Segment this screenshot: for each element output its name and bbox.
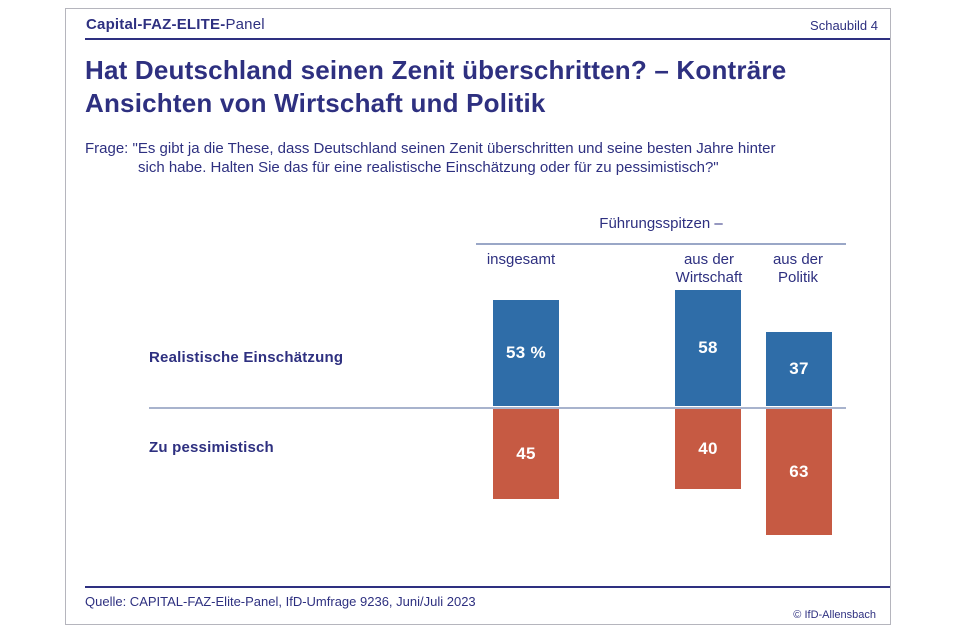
slide-frame: [65, 8, 891, 625]
source-note: Quelle: CAPITAL-FAZ-Elite-Panel, IfD-Umfrage 9236, Juni/Juli 2023: [85, 594, 476, 609]
series-label-realistische-einschaetzung: Realistische Einschätzung: [149, 349, 344, 366]
brand-logo-text: [86, 16, 265, 33]
bar-value-label: 45: [516, 444, 536, 463]
copyright-note: © IfD-Allensbach: [793, 609, 876, 621]
column-label-line: aus der: [683, 251, 735, 268]
column-group-header: Führungsspitzen –: [599, 215, 723, 232]
bar-value-label: 37: [789, 359, 809, 378]
column-group-rule: [476, 243, 846, 245]
column-label-insgesamt: [451, 251, 591, 269]
bar-value-label: 63: [789, 462, 809, 481]
bar-value-label: 58: [698, 338, 718, 357]
title-line-2: Ansichten von Wirtschaft und Politik: [85, 88, 546, 118]
bar-pessimistisch-insgesamt: [493, 409, 559, 499]
bar-pessimistisch-wirtschaft: [675, 409, 741, 489]
survey-question: [85, 139, 775, 177]
bar-realistisch-insgesamt: [493, 300, 559, 406]
column-label-line: aus der: [772, 251, 824, 268]
bar-realistisch-politik: [766, 332, 832, 406]
bar-value-label: 53 %: [506, 343, 546, 362]
page-title: [85, 54, 786, 120]
bar-value-label: 40: [698, 439, 718, 458]
brand-regular-part: Panel: [225, 16, 265, 33]
bar-pessimistisch-politik: [766, 409, 832, 535]
header-rule: [85, 38, 890, 40]
series-label-zu-pessimistisch: Zu pessimistisch: [149, 439, 274, 456]
question-line-1: Frage: "Es gibt ja die These, dass Deutschland seinen Zenit überschritten und seine besten Jahre hinter: [85, 140, 776, 157]
column-label-line: insgesamt: [486, 251, 556, 268]
column-label-politik: [728, 251, 868, 287]
footer-rule: [85, 586, 890, 588]
title-line-1: Hat Deutschland seinen Zenit überschritten? – Konträre: [85, 55, 787, 85]
brand-bold-part: Capital-FAZ-ELITE-: [86, 16, 226, 33]
column-label-line: Wirtschaft: [675, 269, 743, 286]
column-label-line: Politik: [777, 269, 818, 286]
question-line-2: sich habe. Halten Sie das für eine realistische Einschätzung oder für zu pessimistisch?": [138, 159, 719, 176]
slide-number: Schaubild 4: [810, 18, 878, 33]
bar-realistisch-wirtschaft: [675, 290, 741, 406]
